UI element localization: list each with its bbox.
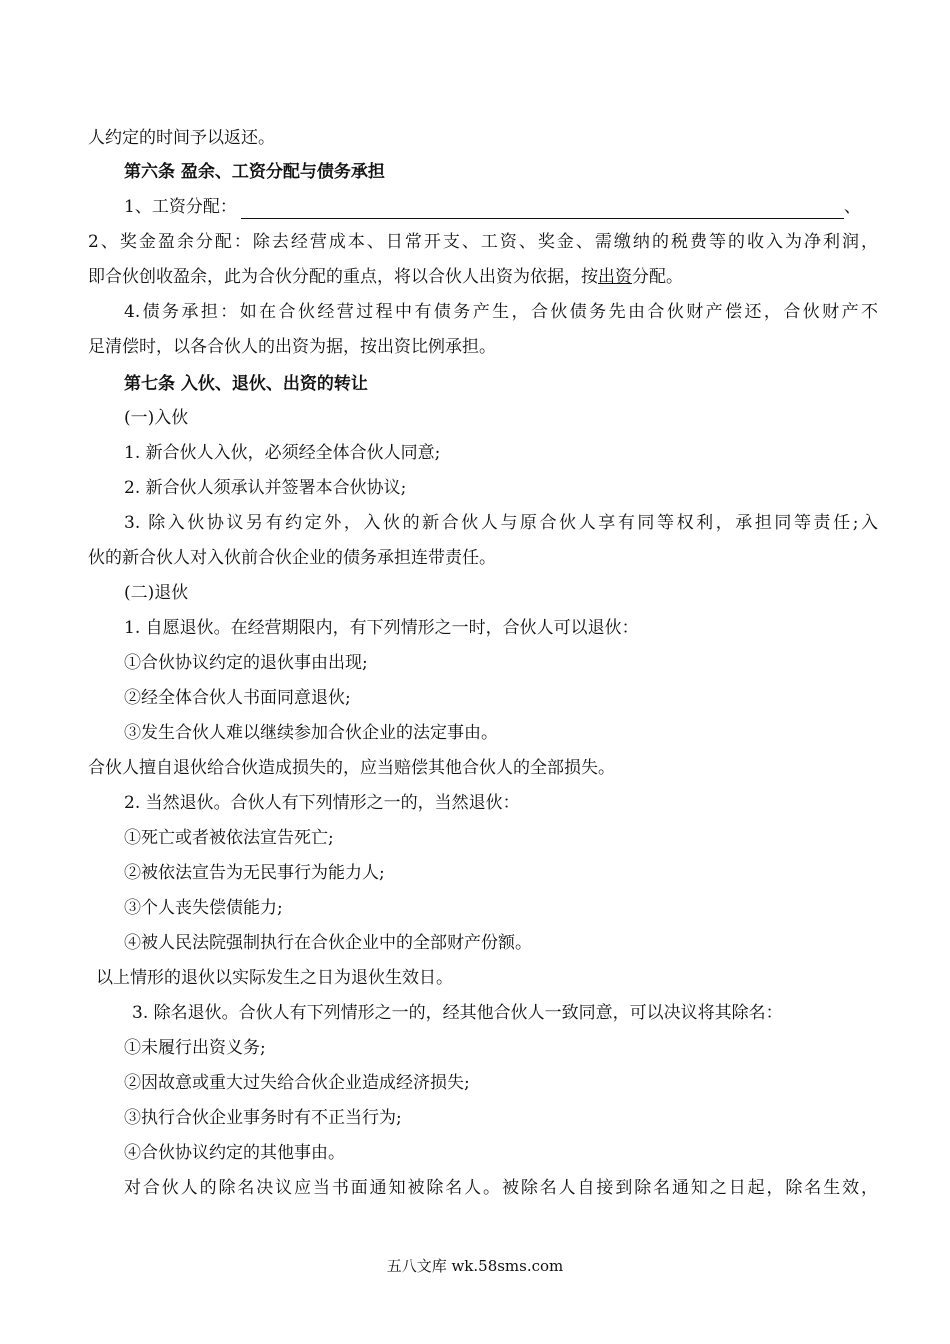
wage-distribution-line	[124, 195, 878, 219]
list-item: 1. 自愿退伙。在经营期限内，有下列情形之一时，合伙人可以退伙：	[124, 618, 639, 638]
text-span: 即合伙创收盈余，此为合伙分配的重点，将以合伙人出资为依据，按	[88, 267, 598, 287]
text-line: 4.债务承担：如在合伙经营过程中有债务产生，合伙债务先由合伙财产偿还，合伙财产不	[124, 302, 878, 322]
wage-distribution-label: 1、工资分配：	[124, 197, 237, 217]
list-item: ③执行合伙企业事务时有不正当行为;	[124, 1108, 402, 1128]
text-line: 2、奖金盈余分配：除去经营成本、日常开支、工资、奖金、需缴纳的税费等的收入为净利润，	[88, 232, 878, 252]
text-line: 对合伙人的除名决议应当书面通知被除名人。被除名人自接到除名通知之日起，除名生效，	[124, 1178, 878, 1198]
subsection-heading: (一)入伙	[124, 408, 189, 428]
list-item: ①死亡或者被依法宣告死亡;	[124, 828, 334, 848]
list-item: 3. 除名退伙。合伙人有下列情形之一的，经其他合伙人一致同意，可以决议将其除名：	[132, 1003, 783, 1023]
list-item: 3. 除入伙协议另有约定外，入伙的新合伙人与原合伙人享有同等权利，承担同等责任;入	[124, 513, 878, 533]
page-footer: 五八文库 wk.58sms.com	[386, 1257, 564, 1275]
text-line: 伙的新合伙人对入伙前合伙企业的债务承担连带责任。	[88, 548, 496, 568]
list-item: 2. 新合伙人须承认并签署本合伙协议;	[124, 478, 407, 498]
list-item: ①合伙协议约定的退伙事由出现;	[124, 653, 368, 673]
text-line: 合伙人擅自退伙给合伙造成损失的，应当赔偿其他合伙人的全部损失。	[88, 758, 615, 778]
list-item: ②经全体合伙人书面同意退伙;	[124, 688, 351, 708]
text-line: 足清偿时，以各合伙人的出资为据，按出资比例承担。	[88, 337, 496, 357]
list-item: ④合伙协议约定的其他事由。	[124, 1143, 345, 1163]
text-line: 以上情形的退伙以实际发生之日为退伙生效日。	[96, 968, 453, 988]
list-item: ②被依法宣告为无民事行为能力人;	[124, 863, 385, 883]
fill-in-blank	[241, 198, 844, 219]
list-item: ③发生合伙人难以继续参加合伙企业的法定事由。	[124, 723, 498, 743]
section-heading-7: 第七条 入伙、退伙、出资的转让	[124, 374, 368, 394]
list-item: 2. 当然退伙。合伙人有下列情形之一的，当然退伙：	[124, 793, 520, 813]
enumeration-comma: 、	[843, 197, 861, 217]
text-span: 分配。	[632, 267, 683, 287]
list-item: ④被人民法院强制执行在合伙企业中的全部财产份额。	[124, 933, 532, 953]
underlined-text: 出资	[598, 267, 632, 287]
section-heading-6: 第六条 盈余、工资分配与债务承担	[124, 162, 385, 182]
list-item: ③个人丧失偿债能力;	[124, 898, 283, 918]
list-item: ①未履行出资义务;	[124, 1038, 266, 1058]
list-item: ②因故意或重大过失给合伙企业造成经济损失;	[124, 1073, 470, 1093]
text-line: 人约定的时间予以返还。	[88, 128, 275, 148]
list-item: 1. 新合伙人入伙，必须经全体合伙人同意;	[124, 443, 441, 463]
text-line	[88, 265, 878, 289]
subsection-heading: (二)退伙	[124, 583, 189, 603]
